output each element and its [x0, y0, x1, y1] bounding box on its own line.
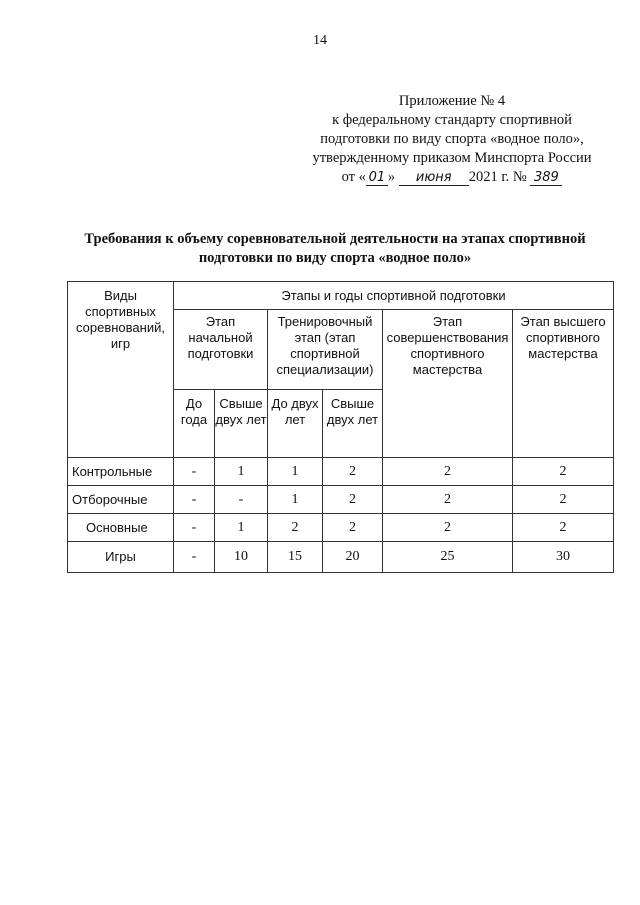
order-number: 389	[530, 171, 562, 186]
table-cell: -	[174, 514, 215, 542]
table-row	[68, 542, 614, 573]
header-stage-highest: Этап высшего спортивного мастерства	[513, 310, 614, 458]
appendix-line-order: утвержденному приказом Минспорта России	[312, 150, 592, 166]
table-cell: 2	[383, 458, 513, 486]
table-cell: 2	[323, 514, 383, 542]
table-cell: 2	[323, 458, 383, 486]
table-cell: 25	[383, 542, 513, 573]
subheader-training-over-two: Свыше двух лет	[323, 390, 383, 458]
table-cell: 20	[323, 542, 383, 573]
table-cell: -	[174, 542, 215, 573]
table-cell: 2	[383, 486, 513, 514]
table-cell: 15	[268, 542, 323, 573]
subheader-training-up-to-two: До двух лет	[268, 390, 323, 458]
table-cell: 1	[268, 486, 323, 514]
table-cell: 2	[513, 458, 614, 486]
table-row	[68, 514, 614, 542]
table-cell: 2	[513, 486, 614, 514]
table-cell: -	[174, 458, 215, 486]
table-cell: 30	[513, 542, 614, 573]
row-label: Отборочные	[68, 486, 174, 514]
table-row	[68, 486, 614, 514]
table-row	[68, 458, 614, 486]
competition-requirements-table	[67, 281, 614, 573]
date-year: 2021 г. №	[468, 169, 527, 185]
row-label: Контрольные	[68, 458, 174, 486]
table-cell: 2	[513, 514, 614, 542]
date-prefix: от «	[341, 169, 366, 185]
header-stage-improvement: Этап совершенствования спортивного мастерства	[383, 310, 513, 458]
title-line-2: подготовки по виду спорта «водное поло»	[198, 250, 472, 266]
date-day: 01	[366, 171, 388, 186]
header-competition-types: Виды спортивных соревнований, игр	[68, 282, 174, 458]
appendix-title: Приложение № 4	[398, 93, 506, 109]
table-cell: 2	[323, 486, 383, 514]
table-cell: -	[215, 486, 268, 514]
page-number: 14	[313, 33, 327, 48]
table-cell: -	[174, 486, 215, 514]
appendix-line-standard: к федеральному стандарту спортивной	[332, 112, 572, 128]
header-stage-initial: Этап начальной подготовки	[174, 310, 268, 390]
date-day-suffix: »	[387, 169, 396, 185]
table-cell: 1	[215, 458, 268, 486]
subheader-initial-over-two: Свыше двух лет	[215, 390, 268, 458]
subheader-initial-up-to-year: До года	[174, 390, 215, 458]
table-cell: 10	[215, 542, 268, 573]
table-cell: 1	[215, 514, 268, 542]
date-month: июня	[399, 171, 469, 186]
row-label: Игры	[68, 542, 174, 573]
table-cell: 2	[268, 514, 323, 542]
table-cell: 2	[383, 514, 513, 542]
header-stage-training: Тренировочный этап (этап спортивной специализации)	[268, 310, 383, 390]
appendix-block	[292, 92, 612, 187]
appendix-date-line	[292, 168, 612, 187]
header-stages-years: Этапы и годы спортивной подготовки	[174, 282, 614, 310]
table-cell: 1	[268, 458, 323, 486]
row-label: Основные	[68, 514, 174, 542]
appendix-line-sport: подготовки по виду спорта «водное поло»,	[320, 131, 584, 147]
document-title	[60, 230, 610, 268]
title-line-1: Требования к объему соревновательной деятельности на этапах спортивной	[84, 231, 586, 247]
